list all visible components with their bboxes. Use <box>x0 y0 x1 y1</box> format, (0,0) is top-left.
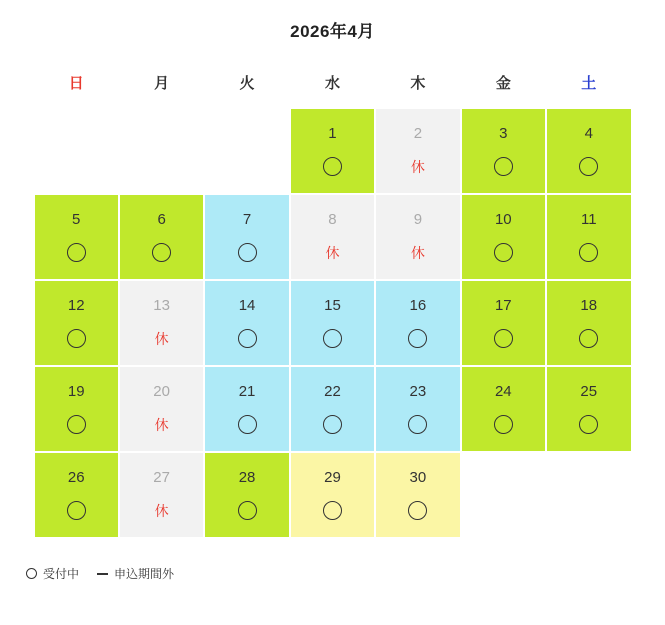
day-cell[interactable] <box>547 109 630 193</box>
calendar-week-row <box>35 195 631 279</box>
day-number: 25 <box>580 382 598 400</box>
circle-icon <box>323 329 342 348</box>
circle-icon <box>494 329 513 348</box>
day-cell[interactable] <box>376 453 459 537</box>
calendar-cell-day[interactable] <box>291 453 374 537</box>
day-number: 28 <box>238 468 256 486</box>
circle-icon <box>323 501 342 520</box>
day-number: 24 <box>494 382 512 400</box>
available-circle-icon[interactable] <box>494 243 513 263</box>
day-cell[interactable] <box>205 281 288 365</box>
calendar-week-row <box>35 281 631 365</box>
circle-icon <box>238 243 257 262</box>
available-circle-icon[interactable] <box>67 243 86 263</box>
day-number: 26 <box>67 468 85 486</box>
available-circle-icon[interactable] <box>408 329 427 349</box>
day-cell <box>120 109 203 193</box>
weekday-header-sat: 土 <box>581 75 597 92</box>
calendar-cell-day[interactable] <box>547 195 630 279</box>
available-circle-icon[interactable] <box>323 157 342 177</box>
day-number: 17 <box>494 296 512 314</box>
legend-item-open <box>26 565 79 582</box>
day-cell[interactable] <box>291 281 374 365</box>
calendar-cell-empty <box>120 109 203 193</box>
circle-icon <box>67 329 86 348</box>
day-cell[interactable] <box>291 109 374 193</box>
closed-mark: 休 <box>154 502 169 519</box>
calendar-cell-day[interactable] <box>120 195 203 279</box>
available-circle-icon[interactable] <box>494 415 513 435</box>
available-circle-icon[interactable] <box>579 415 598 435</box>
day-cell[interactable] <box>462 367 545 451</box>
day-cell[interactable] <box>35 453 118 537</box>
day-number: 4 <box>584 124 593 142</box>
day-number: 15 <box>324 296 341 314</box>
day-number: 19 <box>67 382 85 400</box>
day-cell[interactable] <box>205 367 288 451</box>
circle-icon <box>67 415 86 434</box>
calendar-cell-day[interactable] <box>291 109 374 193</box>
day-number: 10 <box>494 210 512 228</box>
day-cell[interactable] <box>35 195 118 279</box>
calendar-cell-empty <box>547 453 630 537</box>
calendar-week-row <box>35 453 631 537</box>
closed-mark: 休 <box>154 416 169 433</box>
day-cell[interactable] <box>376 281 459 365</box>
calendar-cell-day <box>376 195 459 279</box>
day-cell <box>376 195 459 279</box>
circle-icon <box>323 415 342 434</box>
calendar-cell-day[interactable] <box>462 195 545 279</box>
circle-icon <box>238 329 257 348</box>
calendar-body <box>35 109 631 537</box>
day-number: 30 <box>409 468 427 486</box>
day-cell[interactable] <box>120 195 203 279</box>
calendar-cell-day[interactable] <box>35 453 118 537</box>
calendar-cell-day <box>291 195 374 279</box>
day-number: 23 <box>409 382 427 400</box>
day-cell <box>462 453 545 537</box>
available-circle-icon[interactable] <box>67 501 86 521</box>
circle-icon <box>579 243 598 262</box>
legend-label-unavailable: 申込期間外 <box>114 567 175 581</box>
circle-icon <box>26 568 37 579</box>
calendar-week-row <box>35 109 631 193</box>
day-cell[interactable] <box>205 195 288 279</box>
circle-icon <box>238 501 257 520</box>
circle-icon <box>494 157 513 176</box>
day-cell <box>205 109 288 193</box>
calendar-cell-day[interactable] <box>291 281 374 365</box>
available-circle-icon[interactable] <box>323 415 342 435</box>
available-circle-icon[interactable] <box>579 157 598 177</box>
day-cell <box>547 453 630 537</box>
available-circle-icon[interactable] <box>238 243 257 263</box>
day-number: 22 <box>324 382 341 400</box>
day-number: 27 <box>153 468 170 486</box>
day-number: 18 <box>580 296 598 314</box>
circle-icon <box>152 243 171 262</box>
weekday-header-thu: 木 <box>410 75 426 92</box>
circle-icon <box>323 157 342 176</box>
circle-icon <box>67 243 86 262</box>
day-cell <box>120 281 203 365</box>
legend-label-open: 受付中 <box>43 567 80 581</box>
day-number: 6 <box>157 210 166 228</box>
circle-icon <box>579 329 598 348</box>
available-circle-icon[interactable] <box>238 415 257 435</box>
available-circle-icon[interactable] <box>408 501 427 521</box>
calendar-cell-day[interactable] <box>205 281 288 365</box>
calendar-cell-day <box>376 109 459 193</box>
circle-icon <box>494 415 513 434</box>
day-number: 5 <box>72 210 81 228</box>
calendar-cell-day[interactable] <box>205 453 288 537</box>
day-number: 21 <box>238 382 256 400</box>
circle-icon <box>67 501 86 520</box>
calendar-cell-day[interactable] <box>35 195 118 279</box>
calendar-cell-empty <box>462 453 545 537</box>
day-cell[interactable] <box>462 195 545 279</box>
day-cell <box>120 453 203 537</box>
closed-mark: 休 <box>410 158 425 175</box>
calendar-cell-day[interactable] <box>376 367 459 451</box>
day-number: 7 <box>242 210 252 228</box>
month-calendar <box>33 64 633 539</box>
day-cell <box>120 367 203 451</box>
weekday-header-tue: 火 <box>239 75 255 92</box>
day-cell[interactable] <box>547 367 630 451</box>
calendar-cell-day[interactable] <box>462 367 545 451</box>
page-title: 2026年4月 <box>290 22 375 41</box>
day-cell[interactable] <box>35 281 118 365</box>
available-circle-icon[interactable] <box>323 329 342 349</box>
calendar-cell-day[interactable] <box>376 281 459 365</box>
available-circle-icon[interactable] <box>323 501 342 521</box>
calendar-cell-day <box>120 281 203 365</box>
calendar-cell-day[interactable] <box>35 367 118 451</box>
day-cell[interactable] <box>462 109 545 193</box>
available-circle-icon[interactable] <box>238 501 257 521</box>
calendar-cell-day[interactable] <box>291 367 374 451</box>
available-circle-icon[interactable] <box>238 329 257 349</box>
available-circle-icon[interactable] <box>152 243 171 263</box>
day-number: 13 <box>153 296 170 314</box>
closed-mark: 休 <box>325 244 340 261</box>
day-number: 2 <box>413 124 423 142</box>
legend-item-unavailable <box>97 565 174 582</box>
day-number: 20 <box>153 382 170 400</box>
day-cell[interactable] <box>205 453 288 537</box>
calendar-cell-day[interactable] <box>376 453 459 537</box>
calendar-cell-day <box>120 453 203 537</box>
day-cell[interactable] <box>35 367 118 451</box>
day-cell[interactable] <box>462 281 545 365</box>
available-circle-icon[interactable] <box>494 157 513 177</box>
day-cell[interactable] <box>291 367 374 451</box>
weekday-header-wed: 水 <box>324 75 340 92</box>
available-circle-icon[interactable] <box>408 415 427 435</box>
legend <box>26 565 665 582</box>
calendar-cell-day[interactable] <box>205 367 288 451</box>
day-cell <box>376 109 459 193</box>
calendar-cell-day[interactable] <box>462 281 545 365</box>
available-circle-icon[interactable] <box>67 329 86 349</box>
calendar-week-row <box>35 367 631 451</box>
calendar-cell-day[interactable] <box>35 281 118 365</box>
day-number: 1 <box>328 124 337 142</box>
available-circle-icon[interactable] <box>67 415 86 435</box>
day-cell[interactable] <box>547 195 630 279</box>
circle-icon <box>238 415 257 434</box>
circle-icon <box>408 501 427 520</box>
weekday-header-sun: 日 <box>68 75 84 92</box>
calendar-cell-day <box>120 367 203 451</box>
day-number: 29 <box>324 468 341 486</box>
circle-icon <box>408 329 427 348</box>
calendar-cell-day[interactable] <box>547 109 630 193</box>
day-cell[interactable] <box>376 367 459 451</box>
day-cell <box>35 109 118 193</box>
dash-icon <box>97 573 108 575</box>
available-circle-icon[interactable] <box>494 329 513 349</box>
closed-mark: 休 <box>410 244 425 261</box>
calendar-cell-day[interactable] <box>547 281 630 365</box>
available-circle-icon[interactable] <box>579 243 598 263</box>
calendar-cell-day[interactable] <box>205 195 288 279</box>
weekday-header-mon: 月 <box>154 75 170 92</box>
calendar-cell-day[interactable] <box>462 109 545 193</box>
day-number: 9 <box>413 210 423 228</box>
day-cell[interactable] <box>291 453 374 537</box>
day-number: 3 <box>499 124 508 142</box>
day-number: 8 <box>328 210 337 228</box>
calendar-cell-day[interactable] <box>547 367 630 451</box>
weekday-header-fri: 金 <box>495 75 511 92</box>
circle-icon <box>494 243 513 262</box>
day-number: 16 <box>409 296 427 314</box>
circle-icon <box>579 415 598 434</box>
calendar-cell-empty <box>35 109 118 193</box>
day-number: 11 <box>580 210 597 228</box>
calendar-cell-empty <box>205 109 288 193</box>
available-circle-icon[interactable] <box>579 329 598 349</box>
day-cell[interactable] <box>547 281 630 365</box>
circle-icon <box>408 415 427 434</box>
circle-icon <box>579 157 598 176</box>
closed-mark: 休 <box>154 330 169 347</box>
day-cell <box>291 195 374 279</box>
weekday-header-row <box>35 66 631 107</box>
day-number: 14 <box>238 296 256 314</box>
day-number: 12 <box>67 296 85 314</box>
